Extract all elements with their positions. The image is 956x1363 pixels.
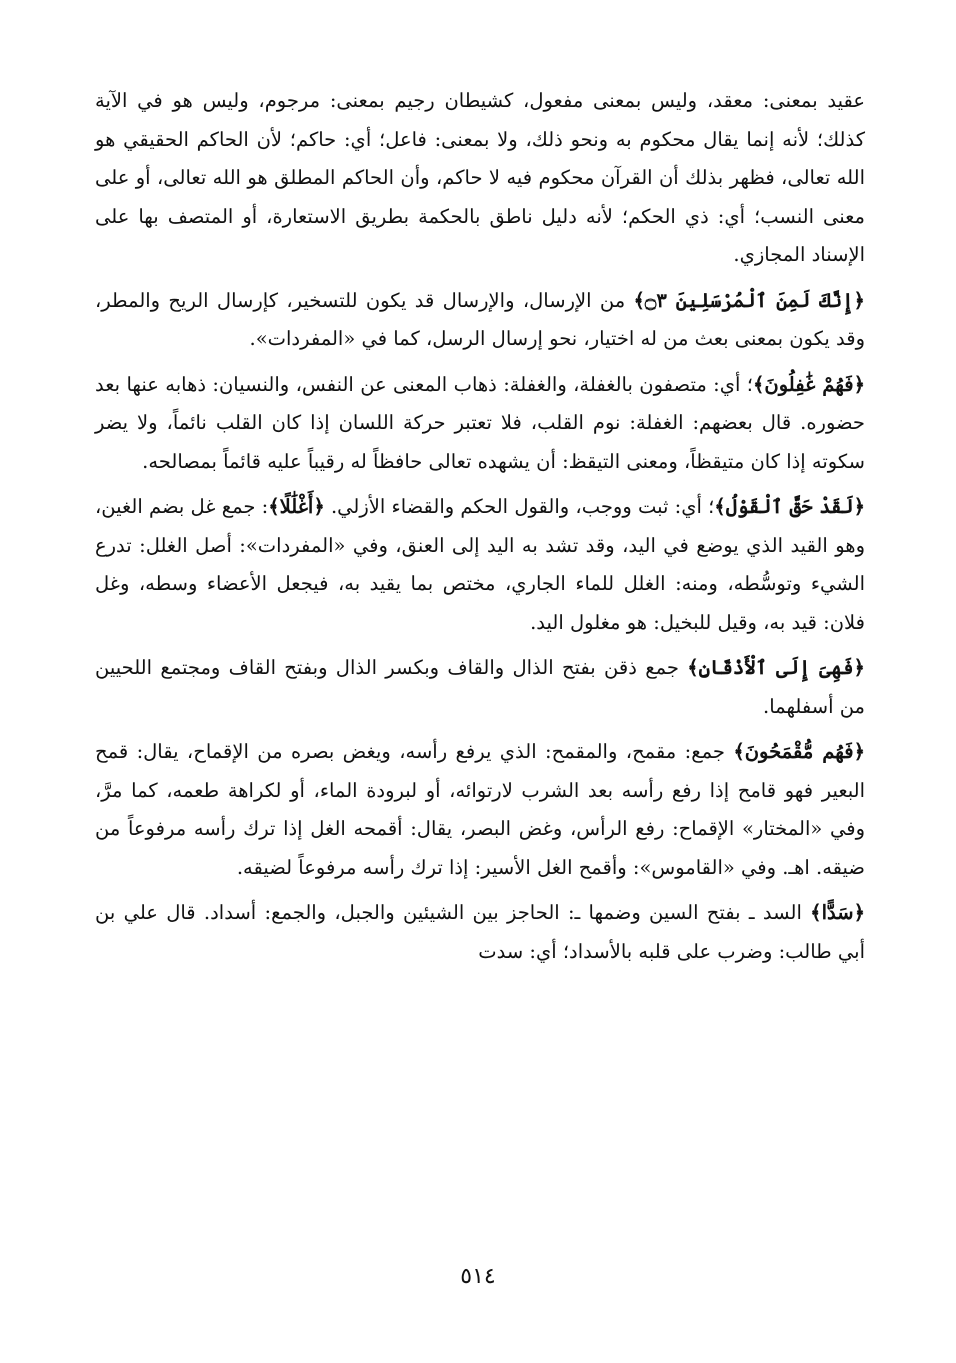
- paragraph-1: [95, 82, 865, 275]
- paragraph-4-text-2: : جمع غل بضم الغين، وهو القيد الذي يوضع في اليد، وقد تشد به اليد إلى العنق، وفي «المفردات»: أصل الغلل: تدرع الشيء وتوسُّطه، ومنه: الغلل للماء الجاري، مختص بما يقيد به، فيجعل الأعضاء وسطه، وغل فلان: قيد به، وقيل للبخيل: هو مغلول اليد.: [95, 495, 865, 634]
- paragraph-3: [95, 366, 865, 482]
- quran-verse-fahiya-ila-al-adhqan: ﴿فَهِىَ إِلَى ٱلْأَذْقَانِ﴾: [687, 656, 865, 679]
- body-text: [95, 82, 865, 978]
- paragraph-5: [95, 649, 865, 726]
- paragraph-2-text: من الإرسال، والإرسال قد يكون للتسخير، كإرسال الريح والمطر، وقد يكون بمعنى بعث من له اختيار، نحو إرسال الرسل، كما في «المفردات».: [95, 288, 865, 350]
- paragraph-4-text: ؛ أي: ثبت ووجب، والقول الحكم والقضاء الأزلي.: [324, 495, 715, 518]
- paragraph-6: [95, 733, 865, 887]
- quran-verse-innaka-lamina-al-mursalin: ﴿إِنَّكَ لَمِنَ ٱلْمُرْسَلِينَ ۝٣﴾: [633, 288, 865, 312]
- paragraph-2: [95, 282, 865, 359]
- paragraph-4: [95, 488, 865, 642]
- paragraph-7: [95, 894, 865, 971]
- paragraph-3-text: ؛ أي: متصفون بالغفلة، والغفلة: ذهاب المعنى عن النفس، والنسيان: ذهابه عنها بعد حضوره. قال بعضهم: الغفلة: نوم القلب، فلا تعتبر حركة اللسان إذا كان القلب نائماً، ولا يضر سكوته إذا كان متيقظاً، ومعنى التيقظ: أن يشهده تعالى حافظاً له رقيباً عليه قائماً بمصالحه.: [95, 372, 865, 473]
- paragraph-6-text: جمع: مقمح، والمقمح: الذي يرفع رأسه، ويغض بصره من الإقماح، يقال: قمح البعير فهو قامح إذا رفع رأسه بعد الشرب لارتوائه، أو لبرودة الماء، أو لكراهة طعمه، كما مرَّ، وفي «المختار» الإقماح: رفع الرأس، وغض البصر، يقال: أقمحه الغل إذا ترك رأسه مرفوعاً من ضيقه. اهـ. وفي «القاموس»: وأقمح الغل الأسير: إذا ترك رأسه مرفوعاً لضيقه.: [95, 740, 865, 879]
- paragraph-7-text: السد ـ بفتح السين وضمها ـ: الحاجز بين الشيئين والجبل، والجمع: أسداد. قال علي بن أبي طالب: وضرب على قلبه بالأسداد؛ أي: سدت: [95, 901, 865, 963]
- paragraph-1-text: عقيد بمعنى: معقد، وليس بمعنى مفعول، كشيطان رجيم بمعنى: مرجوم، وليس هو في الآية كذلك؛ لأنه إنما يقال محكوم به ونحو ذلك، ولا بمعنى: فاعل؛ أي: حاكم؛ لأن الحاكم الحقيقي هو الله تعالى، فظهر بذلك أن القرآن محكوم فيه لا حاكم، وأن الحاكم المطلق هو الله تعالى، أو على معنى النسب؛ أي: ذي الحكم؛ لأنه دليل ناطق بالحكمة بطريق الاستعارة، أو المتصف بها على الإسناد المجازي.: [95, 89, 865, 266]
- quran-verse-laqad-haqqa-al-qawl: ﴿لَقَدْ حَقَّ ٱلْقَوْلُ﴾: [714, 495, 866, 518]
- quran-verse-fahum-ghafilun: ﴿فَهُمْ غَٰفِلُونَ﴾: [752, 372, 865, 396]
- page-number: ٥١٤: [460, 1264, 496, 1289]
- quran-verse-aghlalan: ﴿أَغْلَٰلًا﴾: [268, 495, 325, 518]
- paragraph-5-text: جمع ذقن بفتح الذال والقاف وبكسر الذال وبفتح القاف ومجتمع اللحيين من أسفلهما.: [95, 656, 865, 718]
- quran-verse-fahum-muqmahun: ﴿فَهُم مُّقْمَحُونَ﴾: [733, 740, 865, 763]
- quran-verse-saddan: ﴿سَدًّا﴾: [810, 901, 865, 924]
